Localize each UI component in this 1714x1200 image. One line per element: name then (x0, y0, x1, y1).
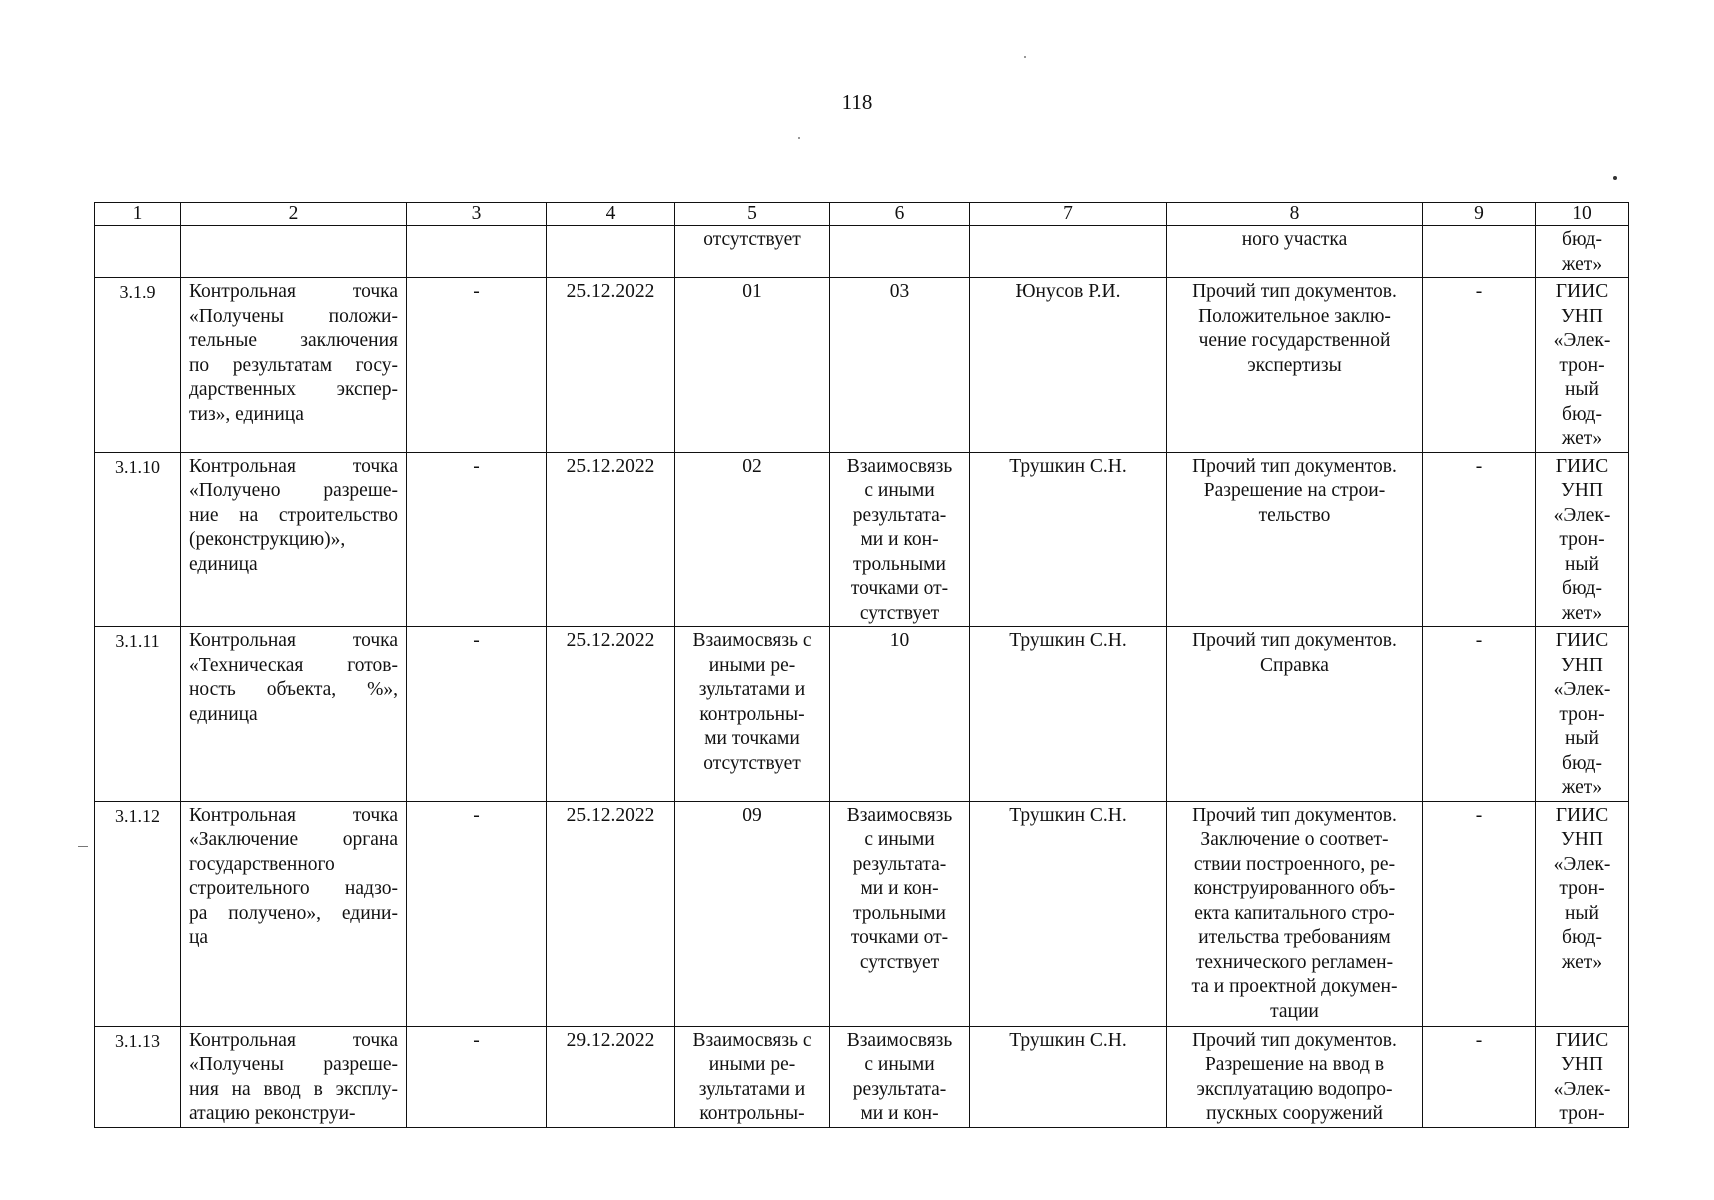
cell-line: Взаимосвязь (846, 1029, 953, 1051)
cell-line: жет» (1561, 428, 1603, 449)
cell-line: точками от- (850, 927, 949, 948)
table-row (95, 1026, 1629, 1127)
cell-line: Контрольная точка (189, 1029, 398, 1051)
row-number: 3.1.10 (95, 452, 181, 627)
column-number: 6 (830, 203, 970, 226)
responsible-cell: Юнусов Р.И. (970, 278, 1167, 453)
cell-line: с иными (864, 480, 935, 501)
cell-line: трольными (853, 553, 946, 575)
column-3-cell: - (407, 452, 547, 627)
cell-line: по результатам госу- (189, 354, 398, 376)
table-row (95, 278, 1629, 453)
cell-line: ный (1565, 379, 1599, 400)
table-cell: ного участка (1167, 226, 1423, 278)
cell-line: Контрольная точка (189, 804, 398, 826)
cell-line: ние на строительство (189, 504, 398, 526)
table-cell (407, 226, 547, 278)
document-type-cell (1167, 452, 1423, 627)
cell-line: государственного (189, 853, 335, 875)
cell-line: ца (189, 927, 209, 948)
scan-speck (1613, 176, 1617, 180)
document-type-cell (1167, 801, 1423, 1026)
responsible-cell: Трушкин С.Н. (970, 452, 1167, 627)
scan-speck (798, 137, 800, 139)
column-9-cell: - (1423, 627, 1536, 802)
cell-line: точками от- (850, 578, 949, 599)
table-cell (970, 226, 1167, 278)
column-number: 7 (970, 203, 1167, 226)
cell-line: контрольны- (699, 1103, 805, 1124)
cell-line: чение государственной (1198, 330, 1391, 351)
responsible-cell: Трушкин С.Н. (970, 627, 1167, 802)
column-number: 10 (1536, 203, 1629, 226)
cell-line: иными ре- (708, 1054, 796, 1075)
column-number: 9 (1423, 203, 1536, 226)
column-number: 1 (95, 203, 181, 226)
cell-line: трон- (1559, 529, 1605, 550)
cell-line: УНП (1561, 480, 1603, 501)
table-cell (1423, 226, 1536, 278)
cell-line: Взаимосвязь (846, 804, 953, 826)
system-cell (1536, 452, 1629, 627)
column-3-cell: - (407, 627, 547, 802)
cell-line: Взаимосвязь с (692, 1029, 812, 1051)
cell-line: зультатами и (698, 679, 806, 700)
table-cell (830, 226, 970, 278)
control-point-name (181, 452, 407, 627)
cell-line: Контрольная точка (189, 281, 398, 302)
control-point-name (181, 1026, 407, 1127)
cell-line: ительства требованиям (1198, 927, 1391, 948)
cell-line: иными ре- (708, 654, 796, 676)
cell-line: ми и кон- (860, 878, 939, 899)
cell-line: «Элек- (1553, 504, 1611, 526)
date-cell: 29.12.2022 (547, 1026, 675, 1127)
page-number: 118 (841, 90, 873, 114)
cell-line: Контрольная точка (189, 630, 398, 651)
column-9-cell: - (1423, 278, 1536, 453)
cell-line: единица (189, 553, 258, 575)
cell-line: ный (1565, 728, 1599, 749)
cell-line: атацию реконструи- (189, 1103, 356, 1124)
cell-line: результата- (852, 504, 947, 526)
date-cell: 25.12.2022 (547, 801, 675, 1026)
table-row (95, 627, 1629, 802)
column-3-cell: - (407, 1026, 547, 1127)
control-point-name (181, 627, 407, 802)
column-9-cell: - (1423, 1026, 1536, 1127)
table-cell: отсутствует (675, 226, 830, 278)
cell-line: 09 (742, 804, 762, 826)
row-number: 3.1.12 (95, 801, 181, 1026)
cell-line: ГИИС (1555, 804, 1609, 826)
column-3-cell: - (407, 801, 547, 1026)
cell-line: «Заключение органа (189, 829, 398, 850)
cell-line: экспертизы (1247, 354, 1342, 376)
cell-line: «Техническая готов- (189, 654, 398, 676)
table-cell (1536, 226, 1629, 278)
column-number: 8 (1167, 203, 1423, 226)
cell-line: Положительное заклю- (1198, 305, 1391, 327)
cell-line: ный (1565, 553, 1599, 575)
cell-line: Взаимосвязь с (692, 630, 812, 651)
cell-line: «Элек- (1553, 853, 1611, 875)
cell-line: ми точками (704, 728, 800, 749)
cell-line: 10 (889, 630, 910, 651)
cell-line: жет» (1561, 602, 1603, 624)
cell-line: ГИИС (1555, 630, 1609, 651)
cell-line: бюд- (1562, 403, 1602, 425)
column-number: 2 (181, 203, 407, 226)
cell-line: УНП (1561, 1054, 1603, 1075)
cell-line: Разрешение на строи- (1203, 480, 1386, 501)
column-number-row (95, 203, 1629, 226)
cell-line: тельные заключения (189, 330, 398, 351)
cell-line: ми и кон- (860, 1103, 939, 1124)
cell-line: Справка (1260, 654, 1329, 676)
column-9-cell: - (1423, 452, 1536, 627)
cell-line: Взаимосвязь (846, 455, 953, 477)
responsible-cell: Трушкин С.Н. (970, 1026, 1167, 1127)
column-9-cell: - (1423, 801, 1536, 1026)
column-6-cell (830, 1026, 970, 1127)
cell-line: тельство (1258, 504, 1331, 526)
cell-line: тации (1270, 1000, 1319, 1022)
system-cell (1536, 627, 1629, 802)
system-cell (1536, 278, 1629, 453)
cell-line: УНП (1561, 654, 1603, 676)
cell-line: зультатами и (698, 1078, 806, 1100)
cell-line: трон- (1559, 703, 1605, 725)
document-type-cell (1167, 627, 1423, 802)
column-number: 3 (407, 203, 547, 226)
cell-line: дарственных экспер- (189, 379, 398, 400)
cell-line: эксплуатацию водопро- (1196, 1078, 1393, 1100)
cell-line: «Получено разреше- (189, 480, 398, 501)
column-5-cell (675, 1026, 830, 1127)
cell-line: 03 (889, 281, 910, 302)
cell-line: сутствует (859, 951, 940, 973)
cell-line: ГИИС (1555, 1029, 1609, 1051)
cell-line: ра получено», едини- (189, 902, 398, 924)
cell-line: Прочий тип документов. (1192, 630, 1397, 651)
cell-line: Разрешение на ввод в (1204, 1054, 1385, 1075)
cell-line: жет» (1561, 777, 1603, 798)
cell-line: «Элек- (1553, 1078, 1611, 1100)
cell-line: 01 (742, 281, 762, 302)
cell-line: екта капитального стро- (1194, 902, 1395, 924)
cell-line: трольными (853, 902, 946, 924)
cell-line: «Элек- (1553, 330, 1611, 351)
row-number: 3.1.13 (95, 1026, 181, 1127)
cell-line: ГИИС (1555, 281, 1609, 302)
cell-line: отсутствует (703, 752, 801, 774)
column-5-cell (675, 627, 830, 802)
column-number: 5 (675, 203, 830, 226)
cell-line: контрольны- (699, 703, 805, 725)
cell-line: результата- (852, 853, 947, 875)
table-cell (181, 226, 407, 278)
cell-line: ния на ввод в эксплу- (189, 1078, 398, 1100)
table-row (95, 452, 1629, 627)
document-type-cell (1167, 278, 1423, 453)
cell-line: технического регламен- (1195, 951, 1394, 973)
column-5-cell (675, 452, 830, 627)
cell-line: результата- (852, 1078, 947, 1100)
column-6-cell (830, 627, 970, 802)
system-cell (1536, 801, 1629, 1026)
column-6-cell (830, 278, 970, 453)
cell-line: Прочий тип документов. (1192, 455, 1397, 477)
cell-line: единица (189, 703, 258, 725)
system-cell (1536, 1026, 1629, 1127)
date-cell: 25.12.2022 (547, 278, 675, 453)
date-cell: 25.12.2022 (547, 452, 675, 627)
responsible-cell: Трушкин С.Н. (970, 801, 1167, 1026)
continuation-row (95, 226, 1629, 278)
cell-line: «Получены разреше- (189, 1054, 398, 1075)
column-6-cell (830, 452, 970, 627)
cell-line: жет» (1561, 253, 1603, 275)
cell-line: ность объекта, %», (189, 679, 398, 700)
cell-line: Прочий тип документов. (1192, 804, 1397, 826)
cell-line: Контрольная точка (189, 455, 398, 477)
document-table (94, 202, 1629, 1128)
column-5-cell (675, 278, 830, 453)
cell-line: бюд- (1562, 578, 1602, 599)
cell-line: ГИИС (1555, 455, 1609, 477)
cell-line: с иными (864, 1054, 935, 1075)
column-3-cell: - (407, 278, 547, 453)
document-type-cell (1167, 1026, 1423, 1127)
cell-line: ствии построенного, ре- (1193, 853, 1396, 875)
cell-line: Прочий тип документов. (1192, 1029, 1397, 1051)
cell-line: «Элек- (1553, 679, 1611, 700)
date-cell: 25.12.2022 (547, 627, 675, 802)
cell-line: пускных сооружений (1206, 1103, 1383, 1124)
table-row (95, 801, 1629, 1026)
cell-line: конструированного объ- (1193, 878, 1396, 899)
table-cell (95, 226, 181, 278)
cell-line: «Получены положи- (189, 305, 398, 327)
cell-line: бюд- (1562, 927, 1602, 948)
cell-line: (реконструкцию)», (189, 529, 346, 550)
cell-line: 02 (742, 455, 762, 477)
cell-line: ный (1565, 902, 1599, 924)
table-cell (547, 226, 675, 278)
cell-line: Прочий тип документов. (1192, 281, 1397, 302)
column-5-cell (675, 801, 830, 1026)
cell-line: жет» (1561, 951, 1603, 973)
cell-line: бюд- (1562, 752, 1602, 774)
control-point-name (181, 801, 407, 1026)
cell-line: УНП (1561, 829, 1603, 850)
cell-line: строительного надзо- (189, 878, 398, 899)
cell-line: Заключение о соответ- (1200, 829, 1389, 850)
cell-line: сутствует (859, 602, 940, 624)
cell-line: тиз», единица (189, 403, 304, 425)
row-number: 3.1.9 (95, 278, 181, 453)
scan-speck (1024, 56, 1026, 58)
cell-line: ми и кон- (860, 529, 939, 550)
column-number: 4 (547, 203, 675, 226)
cell-line: с иными (864, 829, 935, 850)
row-number: 3.1.11 (95, 627, 181, 802)
control-point-name (181, 278, 407, 453)
cell-line: трон- (1559, 1103, 1605, 1124)
cell-line: бюд- (1562, 229, 1602, 250)
cell-line: та и проектной докумен- (1191, 976, 1398, 997)
cell-line: трон- (1559, 878, 1605, 899)
cell-line: УНП (1561, 305, 1603, 327)
cell-line: трон- (1559, 354, 1605, 376)
scan-speck (78, 846, 88, 847)
column-6-cell (830, 801, 970, 1026)
